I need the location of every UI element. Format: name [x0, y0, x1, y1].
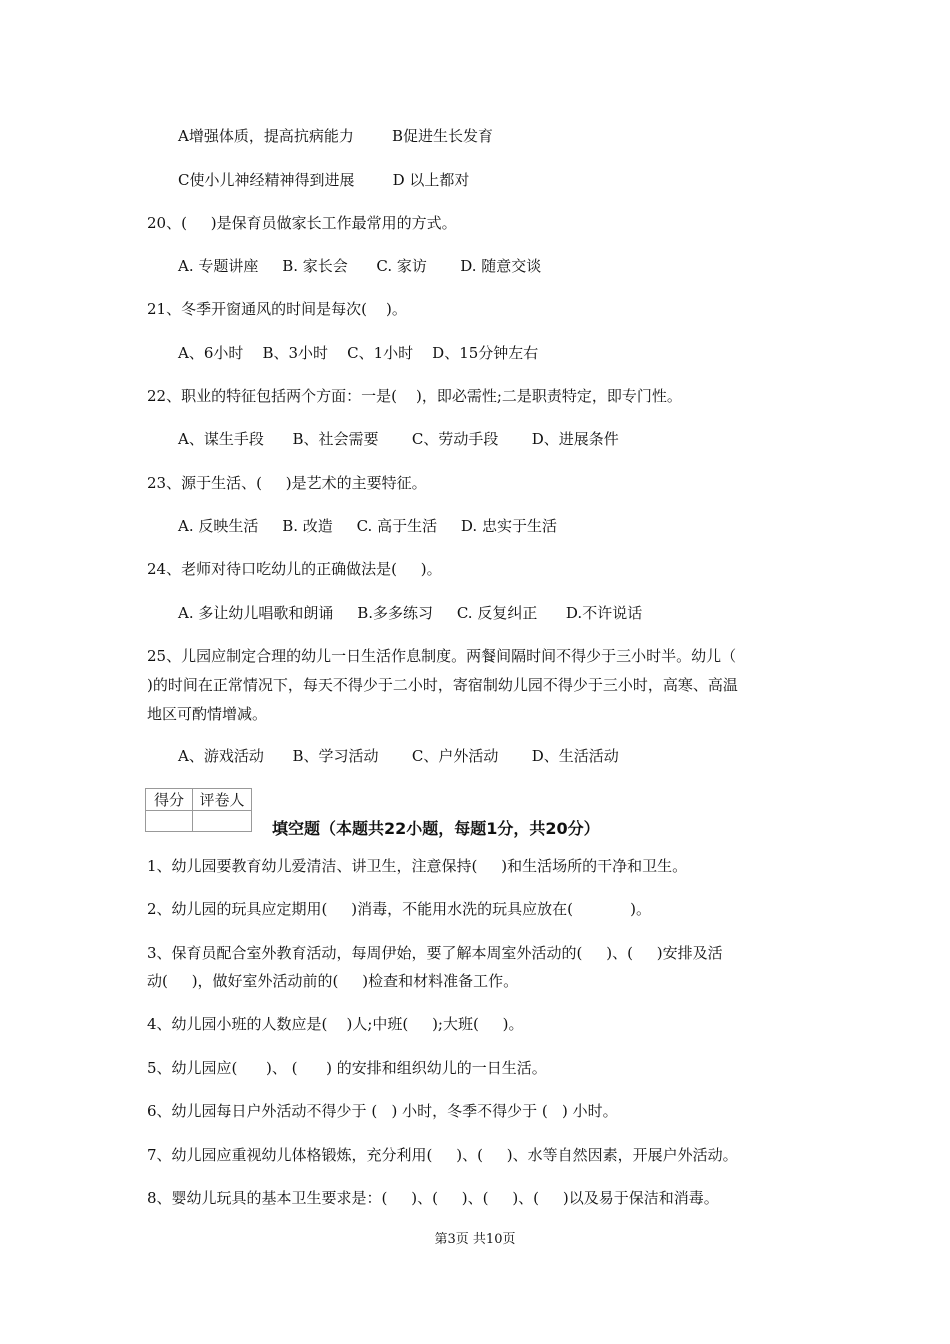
question-25-line1: 25、儿园应制定合理的幼儿一日生活作息制度。两餐间隔时间不得少于三小时半。幼儿（ [147, 647, 737, 665]
options-21: A、6小时 B、3小时 C、1小时 D、15分钟左右 [178, 344, 539, 362]
fill-item-8: 8、婴幼儿玩具的基本卫生要求是：( )、( )、( )、( )以及易于保洁和消毒。 [147, 1189, 719, 1207]
score-cell [146, 811, 193, 832]
question-23: 23、源于生活、( )是艺术的主要特征。 [147, 474, 427, 492]
options-23: A. 反映生活 B. 改造 C. 高于生活 D. 忠实于生活 [178, 517, 557, 535]
question-21: 21、冬季开窗通风的时间是每次( )。 [147, 300, 407, 318]
question-22: 22、职业的特征包括两个方面：一是( )，即必需性;二是职责特定，即专门性。 [147, 387, 682, 405]
fill-item-2: 2、幼儿园的玩具应定期用( )消毒，不能用水洗的玩具应放在( )。 [147, 900, 652, 918]
options-22: A、谋生手段 B、社会需要 C、劳动手段 D、进展条件 [178, 430, 619, 448]
options-24: A. 多让幼儿唱歌和朗诵 B.多多练习 C. 反复纠正 D.不许说话 [178, 604, 643, 622]
fill-item-1: 1、幼儿园要教育幼儿爱清洁、讲卫生，注意保持( )和生活场所的干净和卫生。 [147, 857, 688, 875]
options-25: A、游戏活动 B、学习活动 C、户外活动 D、生活活动 [178, 747, 619, 765]
fill-item-5: 5、幼儿园应( )、 ( ) 的安排和组织幼儿的一日生活。 [147, 1059, 547, 1077]
line-opt-19a: A增强体质，提高抗病能力 B促进生长发育 [178, 127, 494, 145]
fill-item-7: 7、幼儿园应重视幼儿体格锻炼，充分利用( )、( )、水等自然因素，开展户外活动。 [147, 1146, 738, 1164]
fill-item-6: 6、幼儿园每日户外活动不得少于 ( ) 小时，冬季不得少于 ( ) 小时。 [147, 1102, 618, 1120]
fill-item-4: 4、幼儿园小班的人数应是( )人;中班( );大班( )。 [147, 1015, 524, 1033]
page-footer: 第3页 共10页 [434, 1232, 516, 1247]
question-24: 24、老师对待口吃幼儿的正确做法是( )。 [147, 560, 442, 578]
grader-header: 评卷人 [193, 789, 252, 811]
fill-item-3-line2: 动( )，做好室外活动前的( )检查和材料准备工作。 [147, 972, 519, 990]
question-25-line2: )的时间在正常情况下，每天不得少于二小时，寄宿制幼儿园不得少于三小时，高寒、高温 [147, 676, 738, 694]
fill-item-3-line1: 3、保育员配合室外教育活动，每周伊始，要了解本周室外活动的( )、( )安排及活 [147, 944, 723, 962]
score-table [145, 788, 252, 832]
score-header: 得分 [146, 789, 193, 811]
question-20: 20、( )是保育员做家长工作最常用的方式。 [147, 214, 457, 232]
section-title: 填空题（本题共22小题，每题1分，共20分） [272, 819, 600, 838]
grader-cell [193, 811, 252, 832]
line-opt-19b: C使小儿神经精神得到进展 D 以上都对 [178, 171, 470, 189]
question-25-line3: 地区可酌情增减。 [147, 705, 268, 723]
options-20: A. 专题讲座 B. 家长会 C. 家访 D. 随意交谈 [178, 257, 542, 275]
